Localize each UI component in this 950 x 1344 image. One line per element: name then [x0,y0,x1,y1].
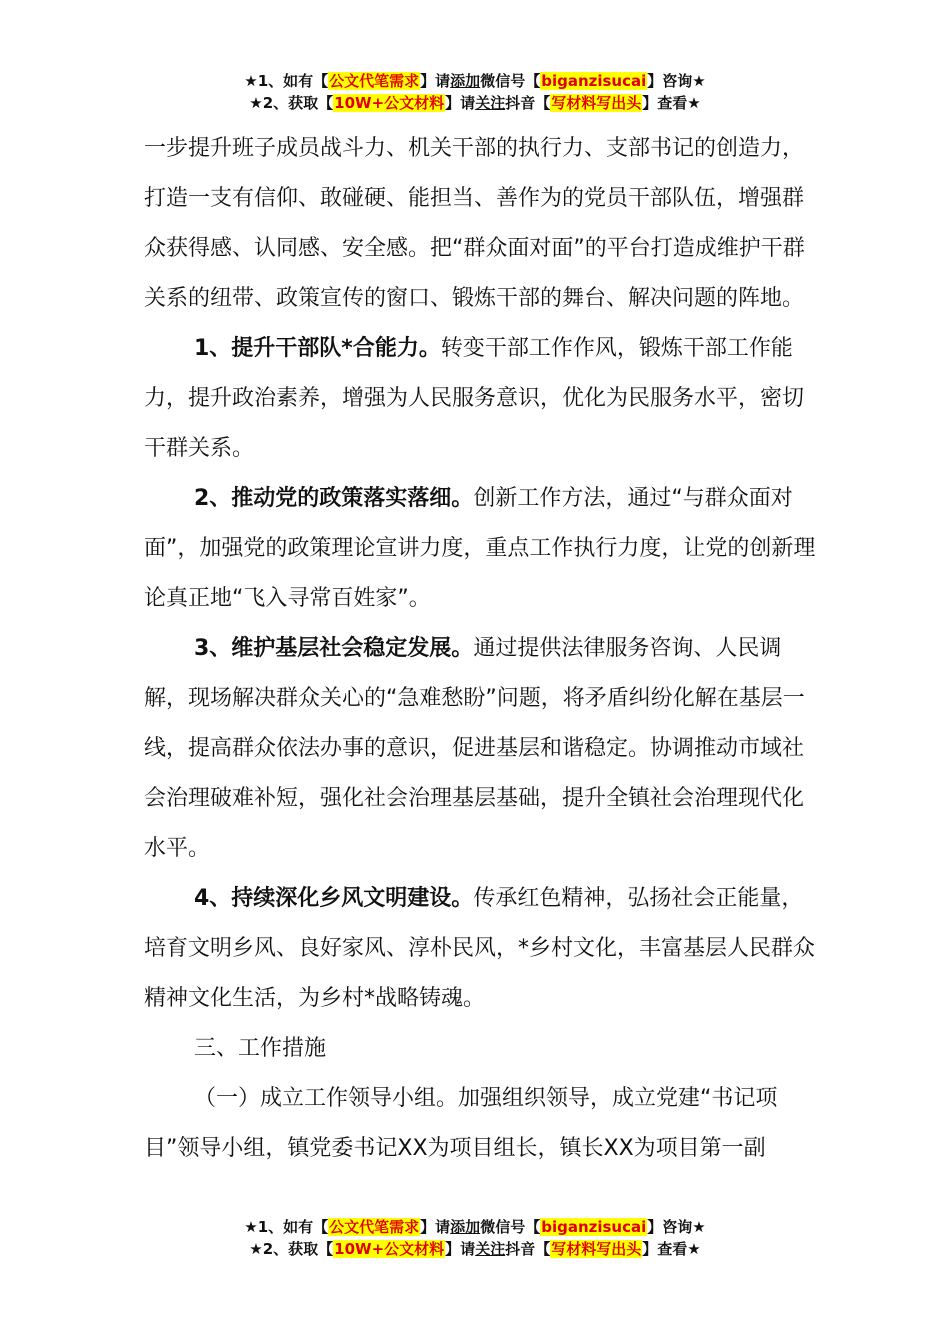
goal-text: 创新工作方法，通过“与群众面对面”，加强党的政策理论宣讲力度，重点工作执行力度，让党的创新理论真正地“飞入寻常百姓家”。 [144,486,816,611]
banner-text: 】请 [445,94,476,112]
banner-underlined-text: 添加 [450,72,481,90]
banner-text: 1、如有【 [257,72,329,90]
goal-title: 1、提升干部队*合能力。 [194,336,441,361]
goal-title: 2、推动党的政策落实落细。 [194,486,474,511]
star-icon: ★ [692,1218,706,1236]
banner-text: 微信号【 [480,72,541,90]
banner-line-1 [0,70,950,92]
goal-text: 传承红色精神，弘扬社会正能量，培育文明乡风、良好家风、淳朴民风，*乡村文化，丰富基层人民群众精神文化生活，为乡村*战略铸魂。 [144,886,816,1011]
banner-text: 】咨询 [647,1218,693,1236]
banner-underlined-text: 添加 [450,1218,481,1236]
star-icon: ★ [249,94,263,112]
star-icon: ★ [244,1218,258,1236]
star-icon: ★ [687,94,701,112]
banner-line-2 [0,1238,950,1260]
banner-text: 】请 [445,1240,476,1258]
banner-underlined-text: 关注 [475,94,506,112]
star-icon: ★ [687,1240,701,1258]
star-icon: ★ [249,1240,263,1258]
banner-text: 】查看 [642,94,688,112]
goal-title: 3、维护基层社会稳定发展。 [194,636,474,661]
banner-text: 2、获取【 [262,1240,334,1258]
document-body [144,124,816,1174]
banner-text: 抖音【 [505,94,551,112]
goal-item-1 [144,324,816,474]
measure-paragraph-1: （一）成立工作领导小组。加强组织领导，成立党建“书记项目”领导小组，镇党委书记XX为项目组长，镇长XX为项目第一副 [144,1086,778,1161]
highlight-douyin-account: 写材料写出头 [551,94,642,112]
banner-text: 抖音【 [505,1240,551,1258]
footer-banner [0,1216,950,1260]
highlight-service: 公文代笔需求 [329,72,420,90]
banner-line-2 [0,92,950,114]
banner-text: 1、如有【 [257,1218,329,1236]
goal-item-3 [144,624,816,874]
goal-item-2 [144,474,816,624]
header-banner [0,70,950,114]
goal-text: 转变干部工作作风，锻炼干部工作能力，提升政治素养，增强为人民服务意识，优化为民服务水平，密切干群关系。 [144,336,805,461]
goal-text: 通过提供法律服务咨询、人民调解，现场解决群众关心的“急难愁盼”问题，将矛盾纠纷化解在基层一线，提高群众依法办事的意识，促进基层和谐稳定。协调推动市域社会治理破难补短，强化社会治理基层基础，提升全镇社会治理现代化水平。 [144,636,805,861]
highlight-materials: 10W+公文材料 [334,1240,445,1258]
star-icon: ★ [244,72,258,90]
highlight-service: 公文代笔需求 [329,1218,420,1236]
banner-text: 】咨询 [647,72,693,90]
banner-line-1 [0,1216,950,1238]
section-heading: 三、工作措施 [194,1036,327,1061]
highlight-douyin-account: 写材料写出头 [551,1240,642,1258]
banner-underlined-text: 关注 [475,1240,506,1258]
banner-text: 】请 [420,72,451,90]
intro-paragraph: 一步提升班子成员战斗力、机关干部的执行力、支部书记的创造力，打造一支有信仰、敢碰硬、能担当、善作为的党员干部队伍，增强群众获得感、认同感、安全感。把“群众面对面”的平台打造成维护干群关系的纽带、政策宣传的窗口、锻炼干部的舞台、解决问题的阵地。 [144,136,805,311]
highlight-wechat-id: biganzisucai [541,1218,647,1236]
banner-text: 2、获取【 [262,94,334,112]
banner-text: 】查看 [642,1240,688,1258]
banner-text: 】请 [420,1218,451,1236]
goal-title: 4、持续深化乡风文明建设。 [194,886,474,911]
banner-text: 微信号【 [480,1218,541,1236]
highlight-wechat-id: biganzisucai [541,72,647,90]
star-icon: ★ [692,72,706,90]
highlight-materials: 10W+公文材料 [334,94,445,112]
goal-item-4 [144,874,816,1024]
